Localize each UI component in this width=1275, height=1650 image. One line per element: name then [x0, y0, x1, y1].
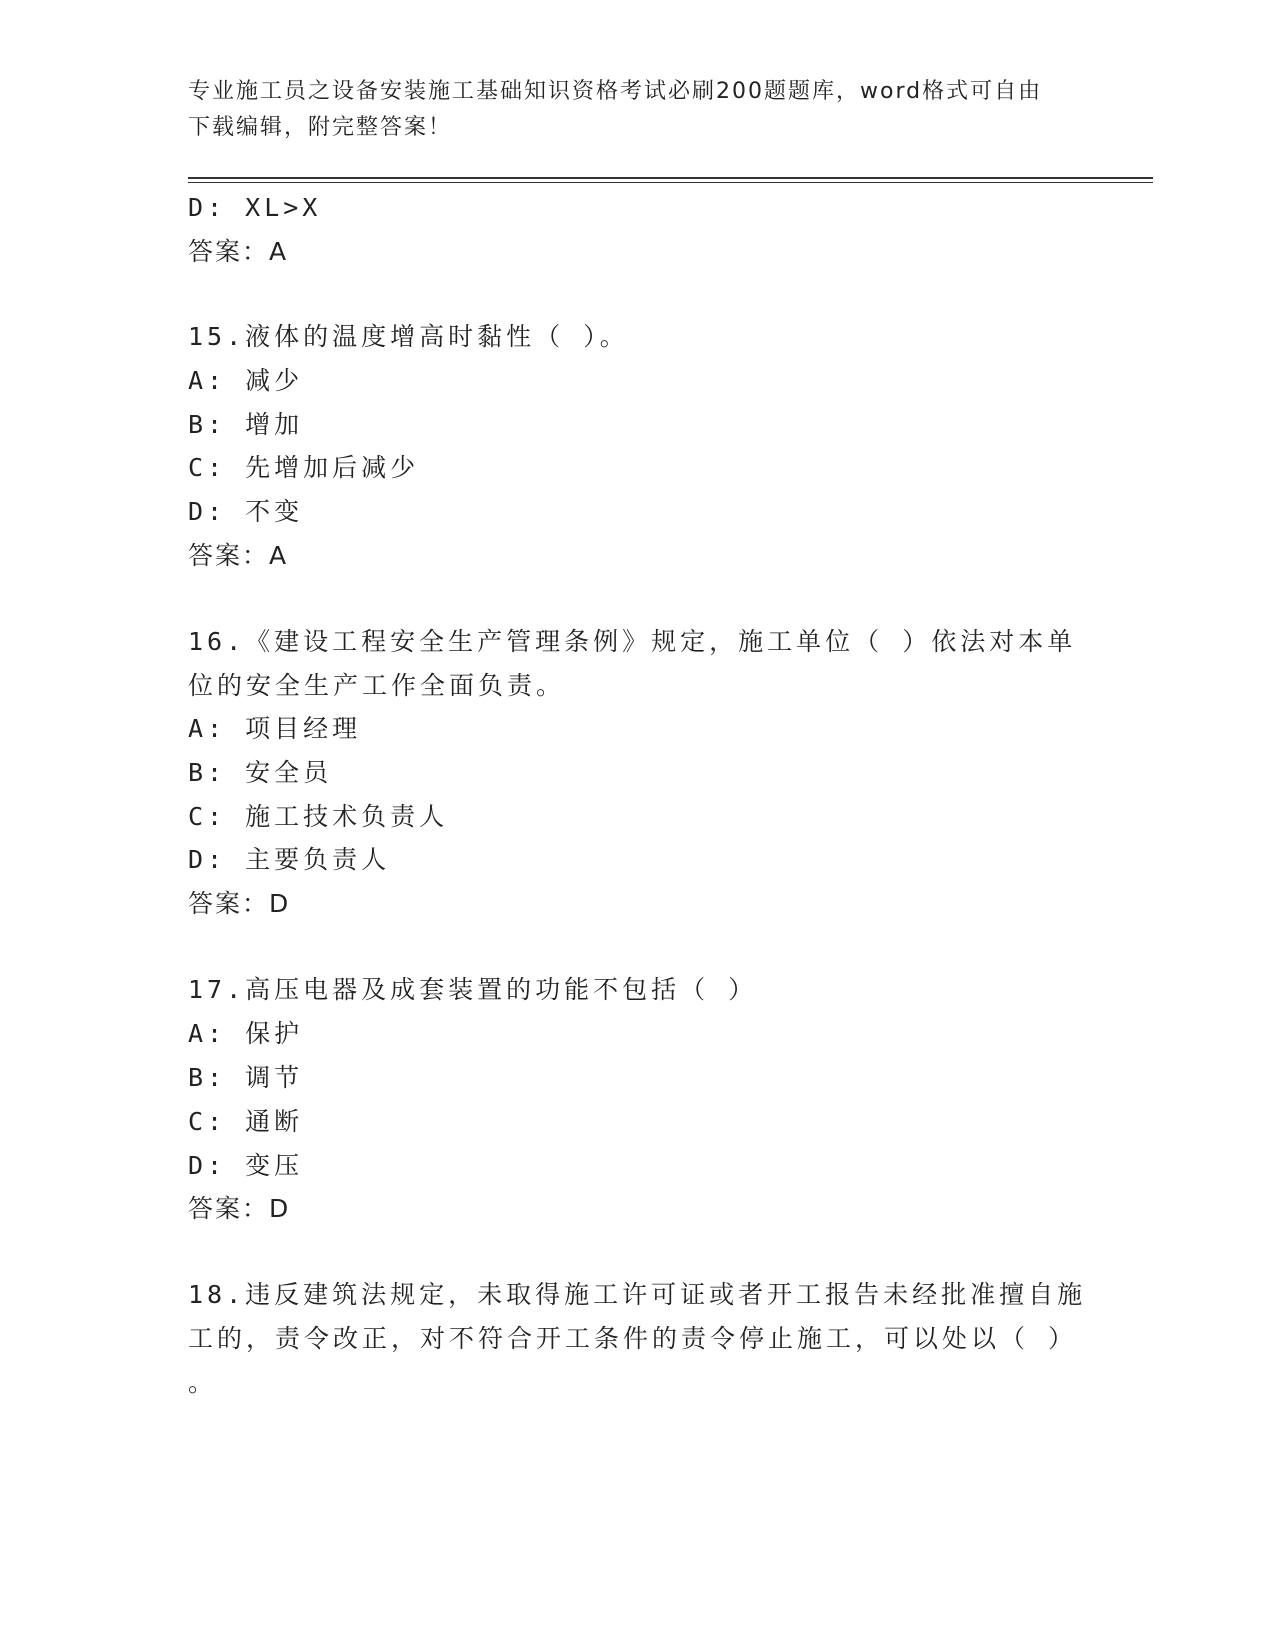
question-17-answer: 答案：D: [188, 1194, 291, 1223]
question-15-stem: 15.液体的温度增高时黏性（ ）。: [188, 322, 629, 351]
question-18-stem-line-2: 工的，责令改正，对不符合开工条件的责令停止施工，可以处以（ ）: [188, 1324, 1078, 1353]
question-17-option-d: D: 变压: [188, 1151, 304, 1180]
question-16-stem-line-2: 位的安全生产工作全面负责。: [188, 671, 566, 700]
question-16-option-d: D: 主要负责人: [188, 845, 391, 874]
question-18-stem-line-1: 18.违反建筑法规定，未取得施工许可证或者开工报告未经批准擅自施: [188, 1280, 1087, 1309]
document-header: [188, 74, 1088, 146]
question-15-option-c: C: 先增加后减少: [188, 453, 420, 482]
question-17-option-b: B: 调节: [188, 1063, 304, 1092]
question-18-stem-line-3: 。: [188, 1368, 218, 1397]
question-16-answer: 答案：D: [188, 889, 291, 918]
header-line-1: 专业施工员之设备安装施工基础知识资格考试必刷200题题库，word格式可自由: [188, 79, 1043, 104]
question-16-option-a: A: 项目经理: [188, 714, 362, 743]
question-16-option-c: C: 施工技术负责人: [188, 802, 449, 831]
question-17-option-a: A: 保护: [188, 1019, 304, 1048]
question-15-option-b: B: 增加: [188, 410, 304, 439]
question-16-stem-line-1: 16.《建设工程安全生产管理条例》规定，施工单位（ ）依法对本单: [188, 627, 1077, 656]
question-17-option-c: C: 通断: [188, 1107, 304, 1136]
question-15-option-a: A: 减少: [188, 366, 304, 395]
question-16-option-b: B: 安全员: [188, 758, 333, 787]
header-rule-thick: [188, 177, 1153, 179]
prev-answer: 答案：A: [188, 237, 289, 266]
prev-option-d: D: XL>X: [188, 193, 322, 222]
question-15-answer: 答案：A: [188, 541, 289, 570]
header-rule-thin: [188, 182, 1153, 183]
question-17-stem: 17.高压电器及成套装置的功能不包括（ ）: [188, 975, 758, 1004]
header-line-2: 下载编辑，附完整答案！: [188, 115, 453, 140]
question-15-option-d: D: 不变: [188, 497, 304, 526]
